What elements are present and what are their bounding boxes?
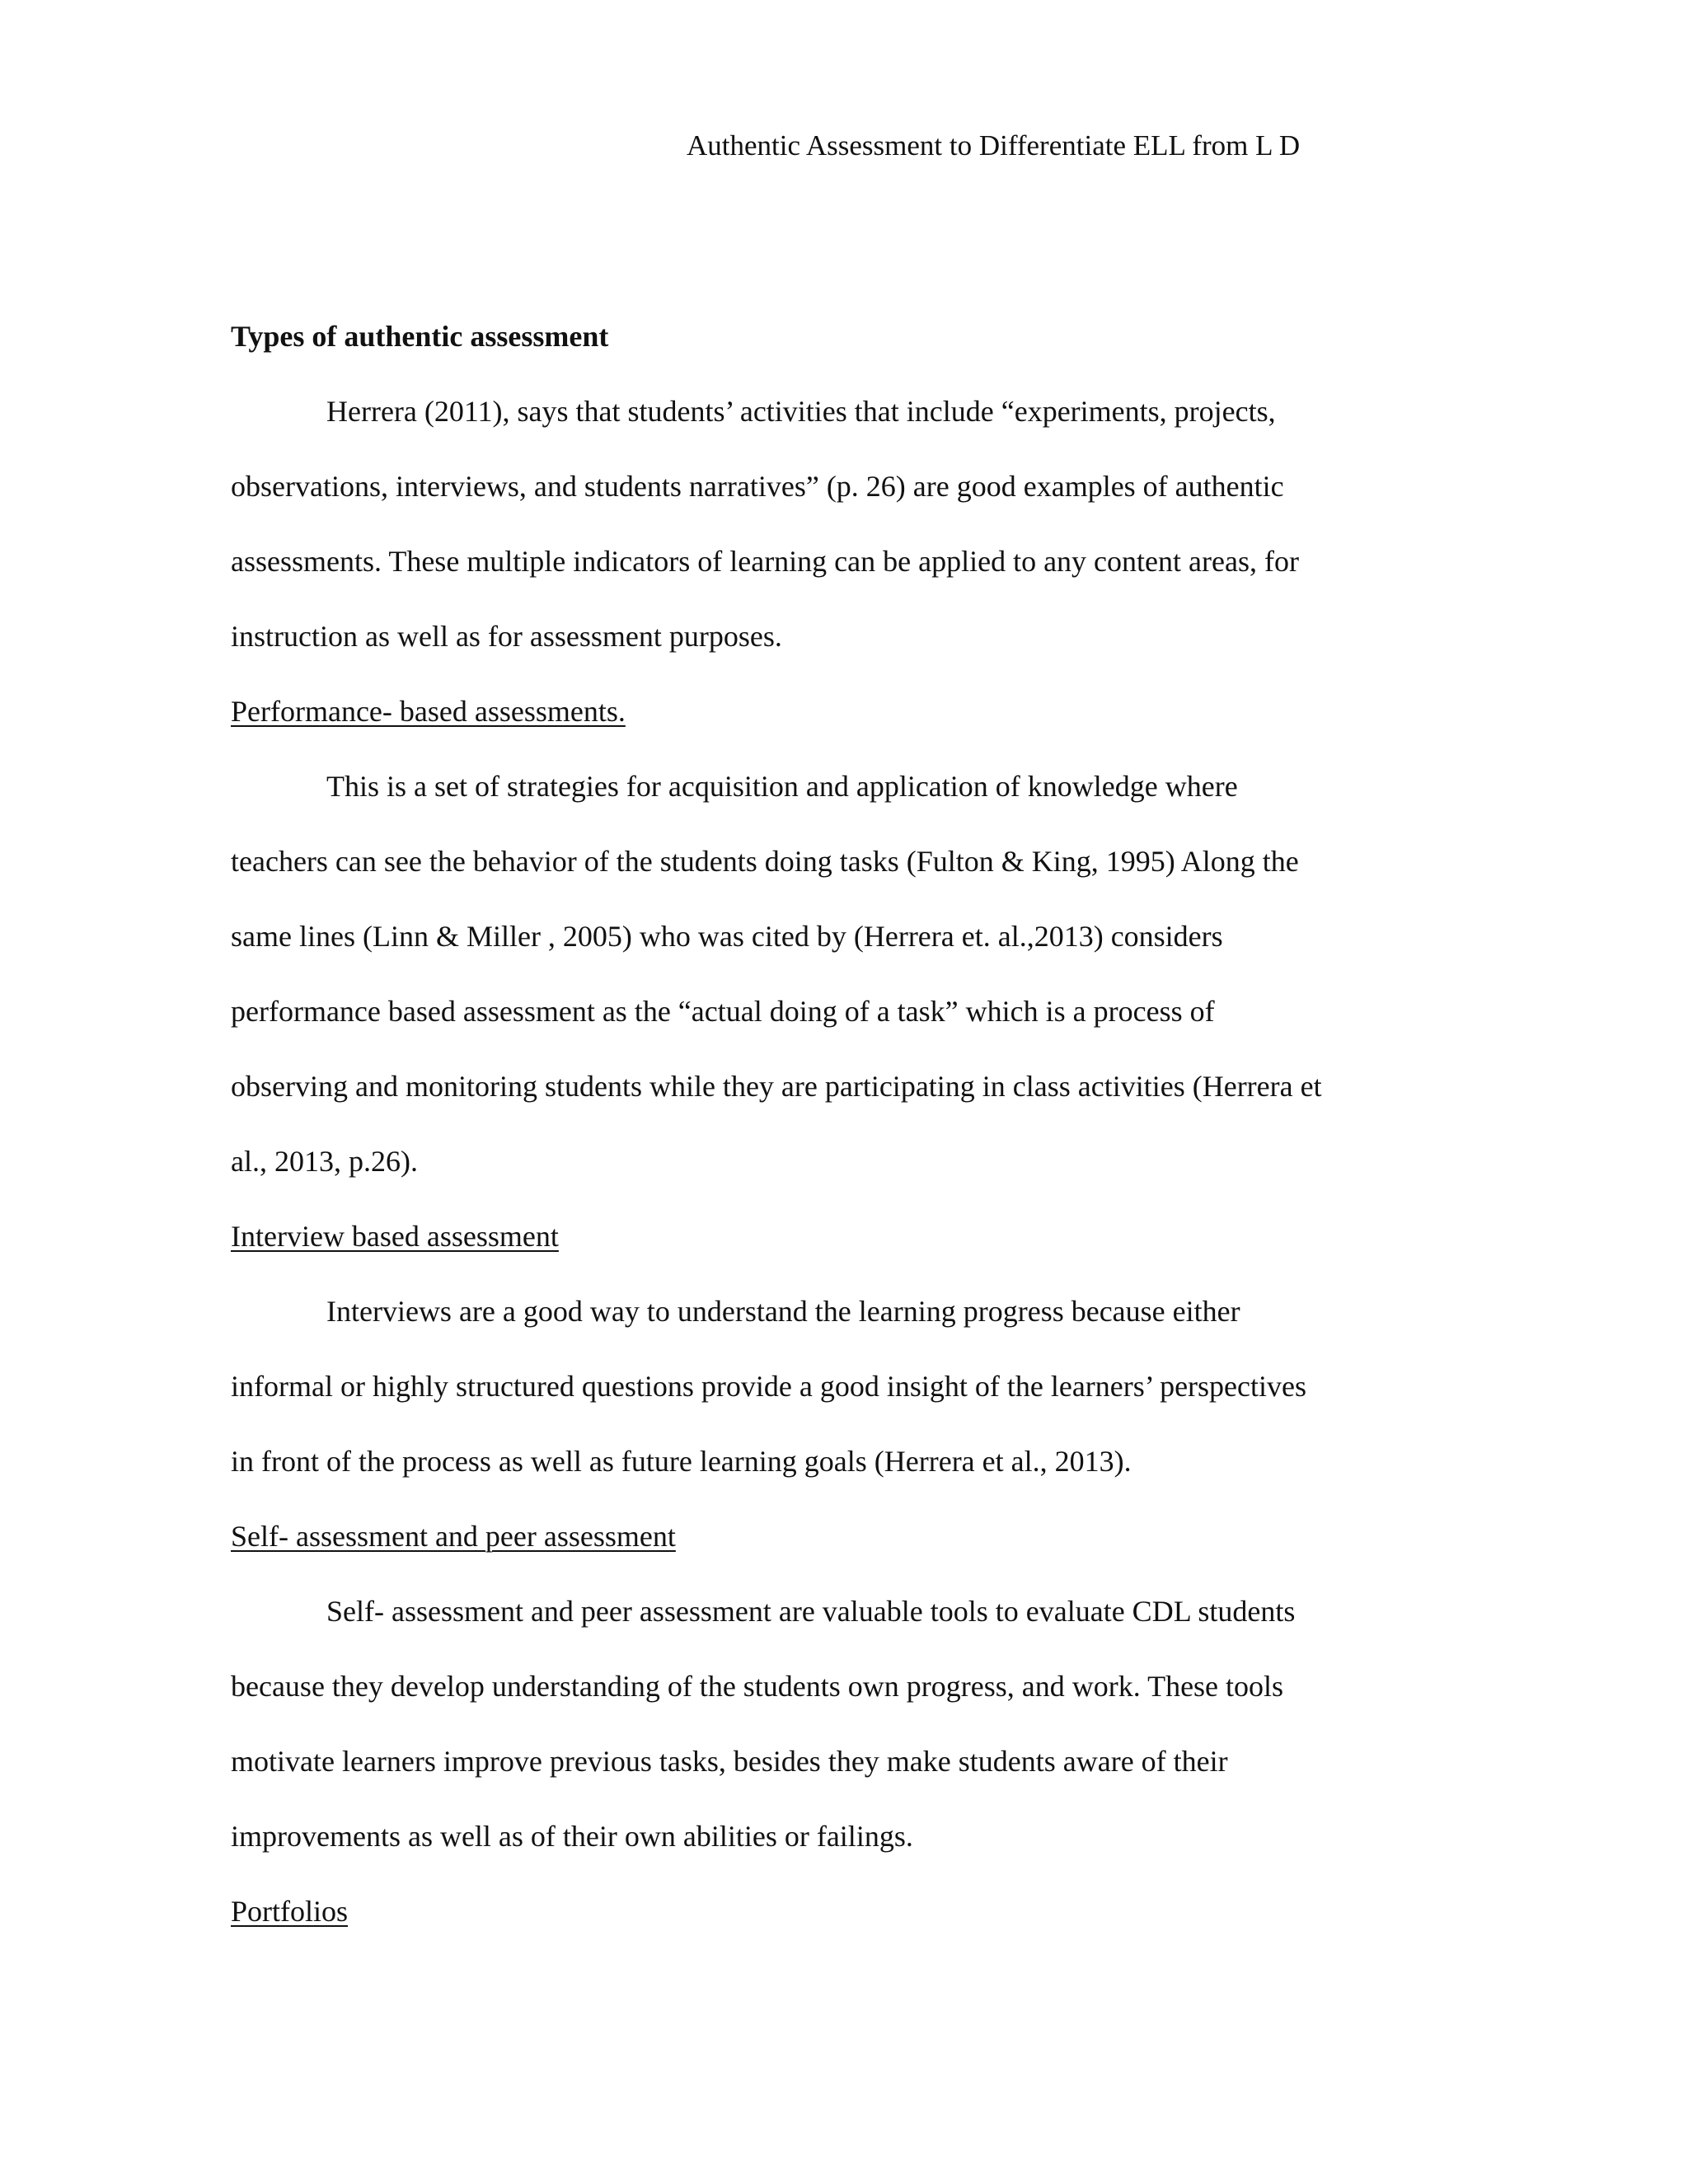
- paragraph-line: This is a set of strategies for acquisition and application of knowledge where: [326, 770, 1238, 803]
- paragraph-line: informal or highly structured questions provide a good insight of the learners’ perspectives: [231, 1370, 1306, 1403]
- subheading-performance: Performance- based assessments.: [231, 695, 626, 728]
- subheading-interview: Interview based assessment: [231, 1220, 559, 1253]
- paragraph-line: observing and monitoring students while they are participating in class activities (Herrera et: [231, 1070, 1322, 1103]
- paragraph-line: in front of the process as well as future learning goals (Herrera et al., 2013).: [231, 1445, 1132, 1478]
- paragraph-line: improvements as well as of their own abilities or failings.: [231, 1820, 913, 1853]
- paragraph-line: teachers can see the behavior of the students doing tasks (Fulton & King, 1995) Along the: [231, 845, 1299, 878]
- paragraph-line: same lines (Linn & Miller , 2005) who was cited by (Herrera et. al.,2013) considers: [231, 920, 1223, 953]
- paragraph-line: Interviews are a good way to understand the learning progress because either: [326, 1295, 1240, 1328]
- paragraph-line: performance based assessment as the “actual doing of a task” which is a process of: [231, 995, 1215, 1028]
- paragraph-line: because they develop understanding of the students own progress, and work. These tools: [231, 1670, 1284, 1703]
- paragraph-line: Self- assessment and peer assessment are valuable tools to evaluate CDL students: [326, 1595, 1296, 1628]
- section-title: Types of authentic assessment: [231, 320, 609, 353]
- paragraph-line: Herrera (2011), says that students’ activities that include “experiments, projects,: [326, 395, 1276, 428]
- paragraph-line: motivate learners improve previous tasks, besides they make students aware of their: [231, 1745, 1228, 1778]
- subheading-self-assessment: Self- assessment and peer assessment: [231, 1520, 676, 1553]
- paragraph-line: al., 2013, p.26).: [231, 1145, 418, 1178]
- paragraph-line: instruction as well as for assessment purposes.: [231, 620, 782, 653]
- subheading-portfolios: Portfolios: [231, 1895, 349, 1928]
- paragraph-line: assessments. These multiple indicators of learning can be applied to any content areas, for: [231, 545, 1299, 578]
- paragraph-line: observations, interviews, and students narratives” (p. 26) are good examples of authentic: [231, 470, 1284, 503]
- running-head: Authentic Assessment to Differentiate ELL from L D: [687, 129, 1301, 162]
